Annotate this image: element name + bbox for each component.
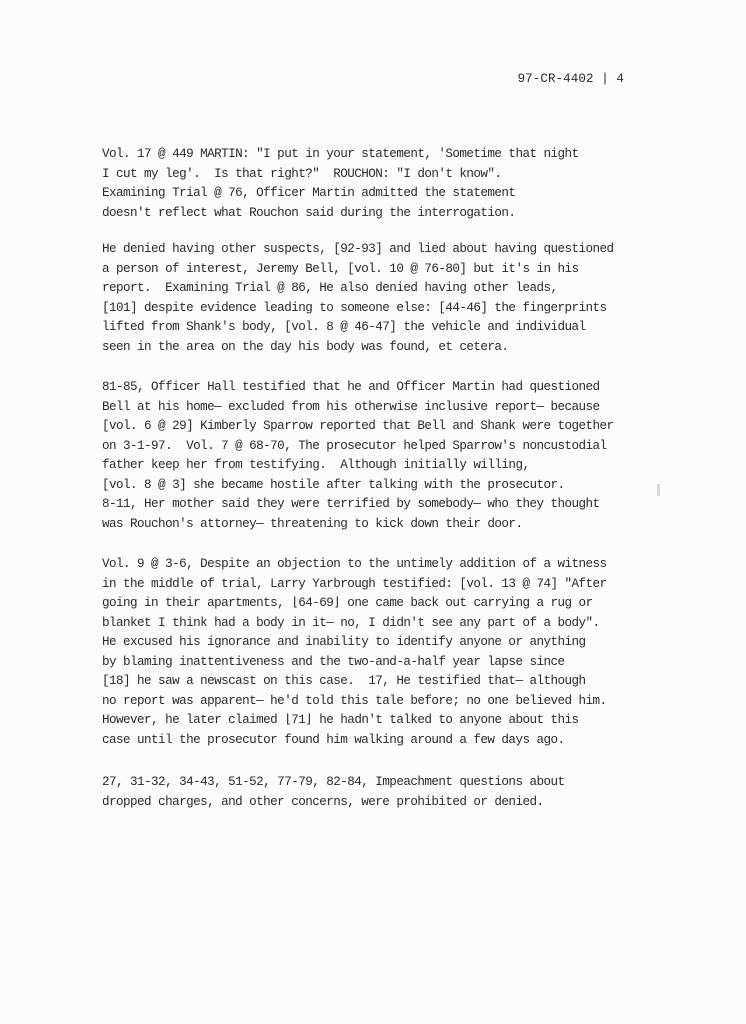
text-line: [vol. 6 @ 29] Kimberly Sparrow reported that Bell and Shank were together	[102, 419, 614, 433]
text-line: lifted from Shank's body, [vol. 8 @ 46-47] the vehicle and individual	[102, 320, 586, 334]
text-line: Examining Trial @ 76, Officer Martin admitted the statement	[102, 186, 516, 200]
text-line: He denied having other suspects, [92-93] and lied about having questioned	[102, 242, 614, 256]
text-line: seen in the area on the day his body was found, et cetera.	[102, 339, 509, 354]
text-line: Bell at his home— excluded from his otherwise inclusive report— because	[102, 399, 600, 414]
text-line: by blaming inattentiveness and the two-and-a-half year lapse since	[102, 654, 565, 669]
text-line: However, he later claimed ⌊71⌋ he hadn't talked to anyone about this	[102, 713, 579, 727]
text-line: [101] despite evidence leading to someone else: [44-46] the fingerprints	[102, 300, 607, 315]
paragraph-martin-statement	[102, 145, 642, 223]
paragraph-yarbrough-testimony	[102, 555, 642, 750]
text-line: Vol. 17 @ 449 MARTIN: "I put in your statement, 'Sometime that night	[102, 147, 579, 161]
text-line: father keep her from testifying. Although initially willing,	[102, 458, 530, 472]
text-line: case until the prosecutor found him walking around a few days ago.	[102, 732, 565, 747]
paragraph-other-suspects	[102, 240, 642, 357]
scan-artifact-mark	[657, 484, 660, 496]
case-number-page-header: 97-CR-4402 | 4	[517, 72, 624, 86]
text-line: He excused his ignorance and inability to identify anyone or anything	[102, 635, 586, 649]
text-line: [vol. 8 @ 3] she became hostile after talking with the prosecutor.	[102, 477, 565, 492]
paragraph-officer-hall	[102, 378, 642, 534]
text-line: I cut my leg'. Is that right?" ROUCHON: "I don't know".	[102, 166, 502, 181]
text-line: 27, 31-32, 34-43, 51-52, 77-79, 82-84, Impeachment questions about	[102, 775, 565, 789]
text-line: 81-85, Officer Hall testified that he and Officer Martin had questioned	[102, 380, 600, 394]
text-line: doesn't reflect what Rouchon said during the interrogation.	[102, 205, 516, 220]
text-line: was Rouchon's attorney— threatening to kick down their door.	[102, 516, 523, 531]
text-line: 8-11, Her mother said they were terrified by somebody— who they thought	[102, 497, 600, 511]
text-line: a person of interest, Jeremy Bell, [vol. 10 @ 76-80] but it's in his	[102, 261, 579, 276]
text-line: Vol. 9 @ 3-6, Despite an objection to the untimely addition of a witness	[102, 557, 607, 571]
text-line: going in their apartments, ⌊64-69⌋ one came back out carrying a rug or	[102, 596, 593, 610]
text-line: report. Examining Trial @ 86, He also denied having other leads,	[102, 281, 558, 295]
text-line: blanket I think had a body in it— no, I didn't see any part of a body".	[102, 615, 600, 630]
paragraph-impeachment-questions	[102, 773, 642, 812]
text-line: dropped charges, and other concerns, were prohibited or denied.	[102, 794, 544, 809]
text-line: in the middle of trial, Larry Yarbrough testified: [vol. 13 @ 74] "After	[102, 576, 607, 591]
text-line: no report was apparent— he'd told this tale before; no one believed him.	[102, 693, 607, 708]
text-line: [18] he saw a newscast on this case. 17, He testified that— although	[102, 674, 586, 688]
text-line: on 3-1-97. Vol. 7 @ 68-70, The prosecutor helped Sparrow's noncustodial	[102, 438, 607, 453]
